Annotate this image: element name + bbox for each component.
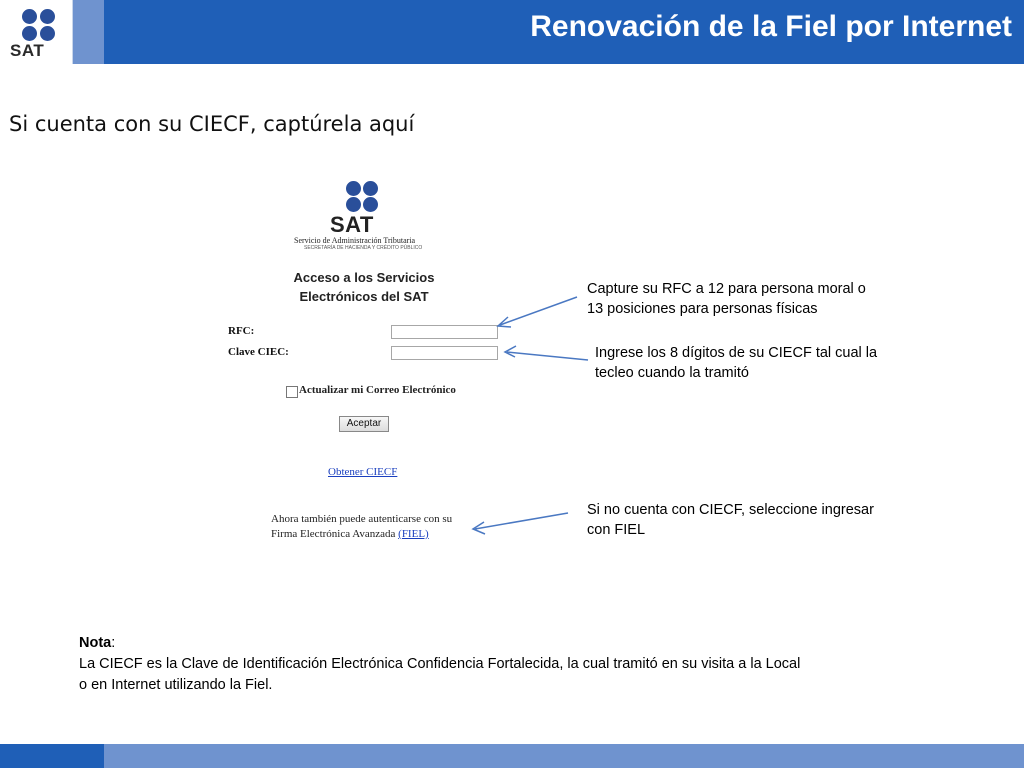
fiel-auth-text — [271, 512, 467, 542]
fiel-auth-text-before: Ahora también puede autenticarse con su Firma Electrónica Avanzada — [271, 513, 453, 540]
login-heading — [278, 268, 450, 306]
ciec-input[interactable] — [391, 346, 498, 360]
ciec-label: Clave CIEC: — [228, 346, 289, 358]
login-heading-line1: Acceso a los Servicios — [293, 270, 435, 285]
page-title: Renovación de la Fiel por Internet — [530, 10, 1012, 43]
update-email-checkbox[interactable] — [286, 386, 298, 398]
annotation-rfc — [587, 279, 866, 319]
footer-stripe-light — [104, 744, 1024, 768]
section-subtitle: Si cuenta con su CIECF, captúrela aquí — [9, 112, 415, 136]
accept-button[interactable]: Aceptar — [339, 416, 389, 432]
fiel-link[interactable]: (FIEL) — [398, 528, 429, 540]
annotation-fiel-line2: con FIEL — [587, 522, 646, 538]
login-sat-logo — [294, 176, 434, 250]
note-line1: La CIECF es la Clave de Identificación Electrónica Confidencia Fortalecida, la cual tramitó en su visita a la Local — [79, 656, 801, 672]
note-line2: o en Internet utilizando la Fiel. — [79, 677, 273, 693]
annotation-rfc-line2: 13 posiciones para personas físicas — [587, 301, 818, 317]
login-logo-subtitle2: SECRETARÍA DE HACIENDA Y CRÉDITO PÚBLICO — [304, 245, 423, 251]
logo-dot-icon — [363, 197, 378, 212]
obtener-ciecf-link[interactable]: Obtener CIECF — [328, 466, 398, 478]
update-email-label: Actualizar mi Correo Electrónico — [299, 384, 456, 396]
annotation-ciec-line2: tecleo cuando la tramitó — [595, 365, 749, 381]
arrow-ciec — [507, 352, 588, 360]
annotation-fiel — [587, 500, 874, 540]
login-heading-line2: Electrónicos del SAT — [299, 289, 429, 304]
logo-dot-icon — [363, 181, 378, 196]
rfc-input[interactable] — [391, 325, 498, 339]
arrow-rfc — [500, 297, 577, 325]
sat-logo-text: SAT — [10, 41, 45, 60]
note-block — [79, 633, 939, 696]
note-colon: : — [111, 635, 116, 651]
sat-logo — [0, 0, 73, 64]
rfc-label: RFC: — [228, 325, 255, 337]
note-title: Nota — [79, 635, 112, 651]
arrow-fiel — [475, 513, 568, 529]
logo-dot-icon — [346, 181, 361, 196]
annotation-ciec — [595, 343, 877, 383]
login-logo-word: SAT — [330, 212, 374, 237]
annotation-fiel-line1: Si no cuenta con CIECF, seleccione ingresar — [587, 502, 874, 518]
header-bar — [0, 0, 1024, 64]
sat-dots-icon — [22, 9, 56, 43]
header-stripe-light — [73, 0, 104, 64]
annotation-ciec-line1: Ingrese los 8 dígitos de su CIECF tal cual la — [595, 345, 878, 361]
login-logo-subtitle: Servicio de Administración Tributaria — [294, 236, 416, 245]
footer-stripe-dark — [0, 744, 104, 768]
annotation-rfc-line1: Capture su RFC a 12 para persona moral o — [587, 281, 866, 297]
logo-dot-icon — [346, 197, 361, 212]
